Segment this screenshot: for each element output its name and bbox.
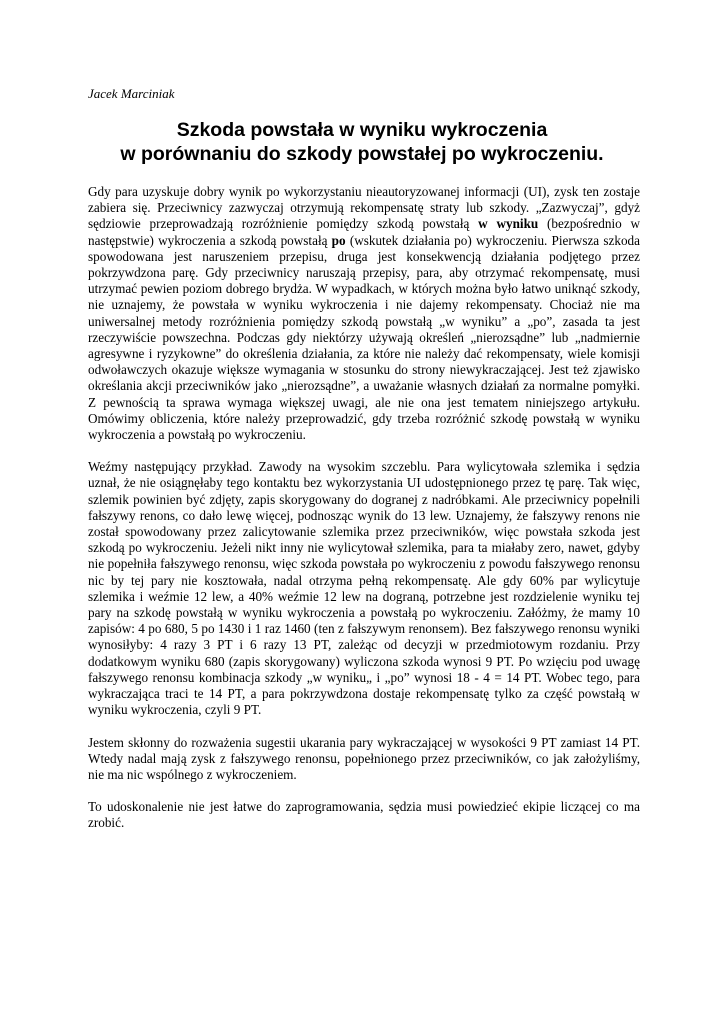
author-name: Jacek Marciniak [88,86,175,101]
paragraph-2: Weźmy następujący przykład. Zawody na wysokim szczeblu. Para wylicytowała szlemika i sędzia uznał, że nie osiągnęłaby tego kontaktu bez wykorzystania UI udostępnionego przez tę parę. Tak więc, szlemik powinien być zdjęty, zapis skorygowany do dogranej z nadróbkami. Ale przeciwnicy popełnili fałszywy renons, co dało lewę więcej, podnosząc wynik do 13 lew. Uznajemy, że fałszywy renons nie został spowodowany przez zalicytowanie szlemika przez przeciwników, więc powstała szkoda jest szkodą po wykroczeniu. Jeżeli nikt inny nie wylicytował szlemika, para ta miałaby zero, nawet, gdyby nie popełniła fałszywego renonsu, więc szkoda powstała po wykroczeniu z powodu fałszywego renonsu nic by tej pary nie kosztowała, nadal otrzyma pełną rekompensatę. Ale gdy 60% par wylicytuje szlemika i weźmie 12 lew, a 40% weźmie 12 lew na dograną, potrzebne jest rozdzielenie wyniku tej pary na szkodę powstałą w wyniku wykroczenia a powstałą po wykroczeniu. Załóżmy, że mamy 10 zapisów: 4 po 680, 5 po 1430 i 1 raz 1460 (ten z fałszywym renonsem). Bez fałszywego renonsu wyniki wynosiłyby: 4 razy 3 PT i 6 razy 13 PT, zależąc od decyzji w przedmiotowym rozdaniu. Przy dodatkowym wyniku 680 (zapis skorygowany) wyliczona szkoda wynosi 9 PT. Po wzięciu pod uwagę fałszywego renonsu kombinacja szkody „w wyniku„ i „po” wynosi 18 - 4 = 14 PT. Wobec tego, para wykraczająca traci te 14 PT, a para pokrzywdzona dostaje rekompensatę tylko za część powstałą w wyniku wykroczenia, czyli 9 PT. [88,459,640,718]
paragraph-1-text-b: (bezpośrednio w następstwie) wykroczenia a szkodą powstałą [88,216,640,248]
paragraph-1-text-a: Gdy para uzyskuje dobry wynik po wykorzystaniu nieautoryzowanej informacji (UI), zysk ten zostaje zabiera się. Przeciwnicy zazwyczaj otrzymują rekompensatę straty lub szkody. „Zazwyczaj”, gdyż sędziowie przeprowadzają rozróżnienie pomiędzy szkodą powstałą [88,184,640,232]
paragraph-1-bold-a: w wyniku [478,216,539,232]
paragraph-4: To udoskonalenie nie jest łatwe do zaprogramowania, sędzia musi powiedzieć ekipie liczącej co ma zrobić. [88,799,640,831]
paragraph-1 [88,184,640,443]
title-line-2: w porównaniu do szkody powstałej po wykroczeniu. [120,143,604,165]
paragraph-1-bold-b: po [331,232,346,248]
title-line-1: Szkoda powstała w wyniku wykroczenia [176,119,548,141]
paragraph-3: Jestem skłonny do rozważenia sugestii ukarania pary wykraczającej w wysokości 9 PT zamiast 14 PT. Wtedy nadal mają zysk z fałszywego renonsu, popełnionego przez przeciwników, co jak założyliśmy, nie ma nic wspólnego z wykroczeniem. [88,734,640,782]
page-title [40,118,684,166]
paragraph-1-text-c: (wskutek działania po) wykroczeniu. Pierwsza szkoda spowodowana jest naruszeniem przepisu, druga jest konsekwencją działania podjętego przez pokrzywdzona parę. Gdy przeciwnicy naruszają przepisy, para, aby otrzymać rekompensatę, musi utrzymać pewien poziom dobrego brydża. W wypadkach, w których można było łatwo uniknąć szkody, nie uznajemy, że powstała w wyniku wykroczenia i nie dajemy rekompensaty. Chociaż nie ma uniwersalnej metody rozróżnienia pomiędzy szkodą powstałą „w wyniku” a „po”, zasada ta jest rzeczywiście powszechna. Podczas gdy niektórzy używają określeń „nierozsądne” lub „nadmiernie agresywne i ryzykowne” do określenia działania, za które nie należy dać rekompensaty, wiele komisji odwoławczych okazuje większe wymagania w stosunku do strony niewykraczającej. Jest też zjawisko określania akcji przeciwników jako „nierozsądne”, a uważanie własnych działań za normalne pomyłki. Z pewnością ta sprawa wymaga większej uwagi, ale nie ona jest tematem niniejszego artykułu. Omówimy obliczenia, które należy przeprowadzić, gdy trzeba rozróżnić szkodę powstałą w wyniku wykroczenia a powstałą po wykroczeniu. [88,232,640,443]
article-body [88,184,640,848]
